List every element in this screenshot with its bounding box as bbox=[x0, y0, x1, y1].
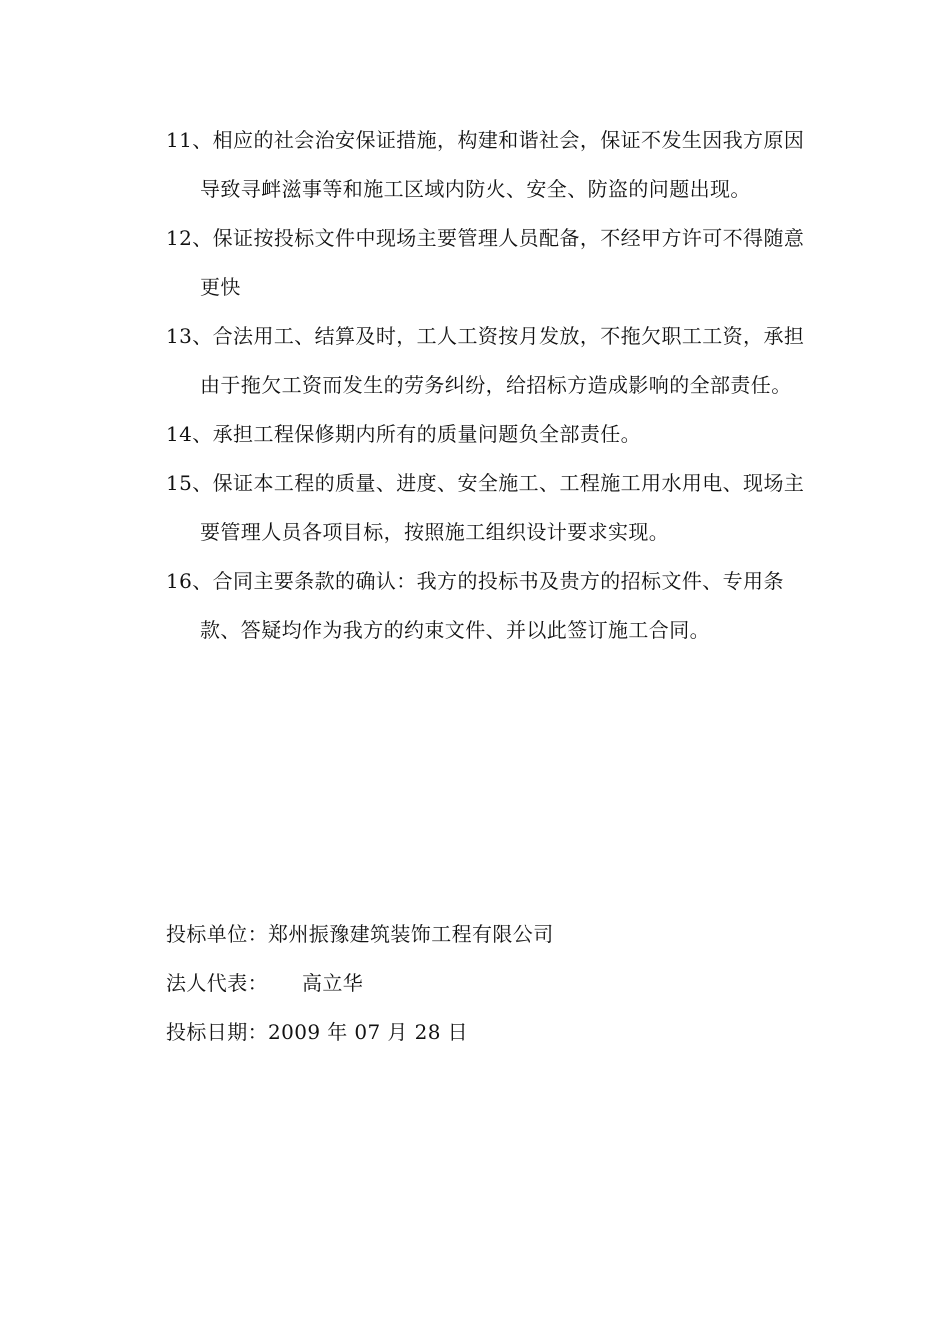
clause-item-14: 14、承担工程保修期内所有的质量问题负全部责任。 bbox=[166, 422, 642, 446]
bidder-label: 投标单位： bbox=[166, 922, 268, 946]
clause-item-16: 16、合同主要条款的确认：我方的投标书及贵方的招标文件、专用条款、答疑均作为我方的约束文件、并以此签订施工合同。 bbox=[166, 569, 784, 642]
clause-item-11: 11、相应的社会治安保证措施，构建和谐社会，保证不发生因我方原因导致寻衅滋事等和施工区域内防火、安全、防盗的问题出现。 bbox=[166, 128, 805, 201]
legal-representative-label: 法人代表： bbox=[166, 971, 268, 995]
bidder-line bbox=[166, 910, 816, 959]
clause-item-15: 15、保证本工程的质量、进度、安全施工、工程施工用水用电、现场主要管理人员各项目标，按照施工组织设计要求实现。 bbox=[166, 471, 805, 544]
signature-block bbox=[166, 910, 816, 1057]
bid-date-line bbox=[166, 1008, 816, 1057]
bidder-value: 郑州振豫建筑装饰工程有限公司 bbox=[268, 922, 554, 946]
bid-date-value: 2009 年 07 月 28 日 bbox=[268, 1020, 468, 1044]
legal-representative-line bbox=[166, 959, 816, 1008]
clause-item-12: 12、保证按投标文件中现场主要管理人员配备，不经甲方许可不得随意更快 bbox=[166, 226, 805, 299]
clause-list bbox=[166, 116, 816, 655]
bid-date-label: 投标日期： bbox=[166, 1020, 268, 1044]
clause-item-13: 13、合法用工、结算及时，工人工资按月发放，不拖欠职工工资，承担由于拖欠工资而发生的劳务纠纷，给招标方造成影响的全部责任。 bbox=[166, 324, 805, 397]
legal-representative-value: 高立华 bbox=[302, 971, 364, 995]
